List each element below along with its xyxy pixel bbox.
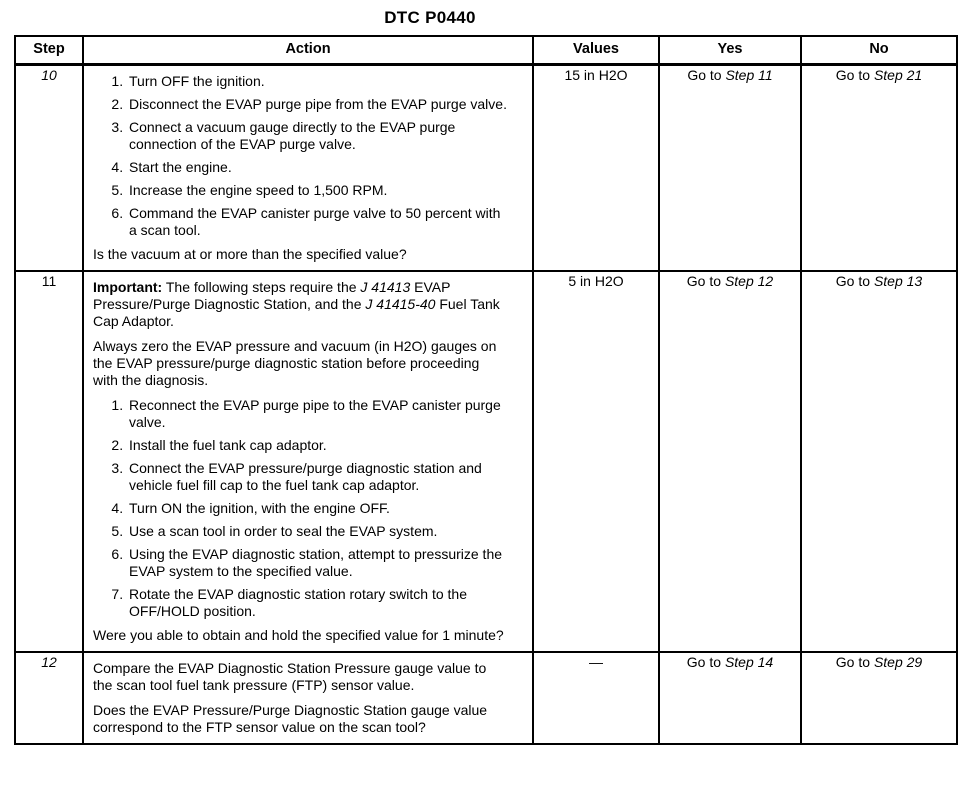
note-text: The following steps require the: [162, 279, 361, 295]
page-title: DTC P0440: [384, 8, 476, 27]
action-item: 2. Disconnect the EVAP purge pipe from the EVAP purge valve.: [127, 96, 507, 113]
header-step: Step: [15, 36, 83, 65]
step-number: 12: [15, 652, 83, 744]
action-item: 6. Command the EVAP canister purge valve to 50 percent with a scan tool.: [127, 205, 507, 239]
yes-cell: [659, 271, 801, 652]
action-list: [93, 397, 522, 620]
goto-step-ref: Step 29: [873, 654, 923, 670]
goto-text: Go to: [686, 654, 725, 670]
goto-step-ref: Step 14: [724, 654, 774, 670]
no-cell: [801, 65, 957, 272]
goto-step-ref: Step 21: [873, 67, 923, 83]
header-no: No: [801, 36, 957, 65]
no-cell: [801, 271, 957, 652]
header-action: Action: [83, 36, 533, 65]
goto-text: Go to: [835, 273, 874, 289]
goto-step-ref: Step 11: [725, 67, 773, 83]
action-cell: [83, 652, 533, 744]
action-list: [93, 73, 522, 239]
diagnostic-table: [14, 35, 958, 745]
table-row-step-11: [15, 271, 957, 652]
action-item: 4. Start the engine.: [127, 159, 507, 176]
action-question: Is the vacuum at or more than the specified value?: [93, 246, 407, 262]
action-paragraph: Always zero the EVAP pressure and vacuum (in H2O) gauges on the EVAP pressure/purge diagnostic station before proceeding with the diagnosis.: [93, 338, 497, 388]
goto-text: Go to: [835, 654, 874, 670]
goto-text: Go to: [835, 67, 874, 83]
action-item: 1. Turn OFF the ignition.: [127, 73, 507, 90]
note-text: EVAP Pressure/Purge Diagnostic Station, and the: [93, 279, 451, 312]
step-number: 10: [15, 65, 83, 272]
tool-number: J 41413: [360, 279, 411, 295]
header-values: Values: [533, 36, 659, 65]
action-cell: [83, 65, 533, 272]
action-question: Were you able to obtain and hold the specified value for 1 minute?: [93, 627, 504, 643]
action-item: 2. Install the fuel tank cap adaptor.: [127, 437, 507, 454]
values-cell: 5 in H2O: [533, 271, 659, 652]
table-header-row: [15, 36, 957, 65]
yes-cell: [659, 652, 801, 744]
action-item: 6. Using the EVAP diagnostic station, attempt to pressurize the EVAP system to the specified value.: [127, 546, 507, 580]
action-item: 5. Use a scan tool in order to seal the EVAP system.: [127, 523, 507, 540]
table-row-step-10: [15, 65, 957, 272]
note-text: Fuel Tank Cap Adaptor.: [93, 296, 500, 329]
tool-number: J 41415-40: [365, 296, 436, 312]
action-important-note: [93, 279, 505, 330]
header-yes: Yes: [659, 36, 801, 65]
action-item: 3. Connect the EVAP pressure/purge diagnostic station and vehicle fuel fill cap to the fuel tank cap adaptor.: [127, 460, 507, 494]
values-cell: 15 in H2O: [533, 65, 659, 272]
no-cell: [801, 652, 957, 744]
step-number: 11: [15, 271, 83, 652]
goto-text: Go to: [686, 273, 725, 289]
action-item: 7. Rotate the EVAP diagnostic station rotary switch to the OFF/HOLD position.: [127, 586, 507, 620]
goto-step-ref: Step 12: [724, 273, 774, 289]
action-item: 1. Reconnect the EVAP purge pipe to the EVAP canister purge valve.: [127, 397, 507, 431]
action-item: 3. Connect a vacuum gauge directly to the EVAP purge connection of the EVAP purge valve.: [127, 119, 507, 153]
goto-step-ref: Step 13: [873, 273, 923, 289]
action-item: 5. Increase the engine speed to 1,500 RPM.: [127, 182, 507, 199]
table-row-step-12: [15, 652, 957, 744]
action-paragraph: Compare the EVAP Diagnostic Station Pressure gauge value to the scan tool fuel tank pressure (FTP) sensor value.: [93, 660, 487, 693]
values-cell: —: [533, 652, 659, 744]
yes-cell: [659, 65, 801, 272]
goto-text: Go to: [687, 67, 726, 83]
action-cell: [83, 271, 533, 652]
action-item: 4. Turn ON the ignition, with the engine OFF.: [127, 500, 507, 517]
action-question: Does the EVAP Pressure/Purge Diagnostic Station gauge value correspond to the FTP sensor value on the scan tool?: [93, 702, 488, 735]
important-label: Important:: [93, 279, 163, 295]
